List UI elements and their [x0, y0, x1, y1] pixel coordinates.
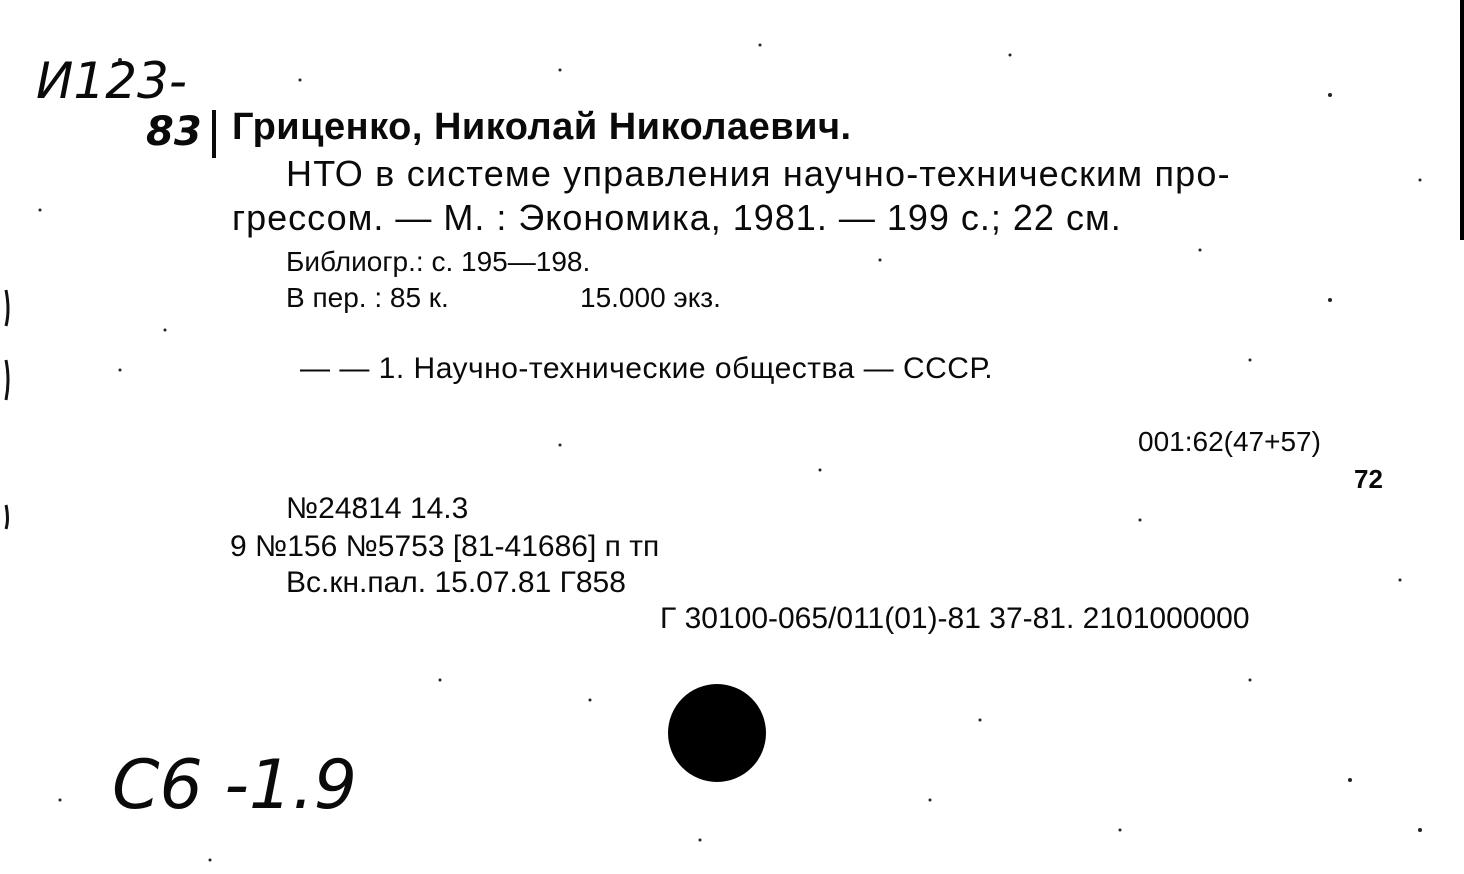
chamber-data: Вс.кн.пал. 15.07.81 Г858: [286, 566, 626, 599]
title-line-1: НТО в системе управления научно-техническим про-: [286, 153, 1231, 194]
copies-count: 15.000 экз.: [580, 282, 721, 313]
author-heading: Гриценко, Николай Николаевич.: [232, 106, 852, 148]
subject-heading: — — 1. Научно-технические общества — СССР.: [300, 352, 994, 385]
order-number: №24814 14.3: [286, 492, 469, 525]
title-line-2: грессом. — М. : Экономика, 1981. — 199 с.; 22 см.: [232, 197, 1122, 238]
punch-hole: [668, 684, 766, 782]
handwritten-code-sub: 83: [146, 109, 202, 155]
print-data: 9 №156 №5753 [81-41686] п тп: [230, 530, 660, 563]
margin-bar: [212, 110, 216, 158]
handwritten-code-top: И123-: [36, 52, 187, 110]
classification-code: Г 30100-065/011(01)-81 37-81. 2101000000: [660, 602, 1250, 635]
udc-index: 001:62(47+57): [1138, 426, 1321, 457]
handwritten-shelf-mark: С6 -1.9: [112, 746, 358, 825]
bbk-index: 72: [1354, 464, 1383, 494]
price-binding: В пер. : 85 к.: [286, 282, 449, 313]
bibliography-note: Библиогр.: с. 195—198.: [286, 246, 591, 277]
